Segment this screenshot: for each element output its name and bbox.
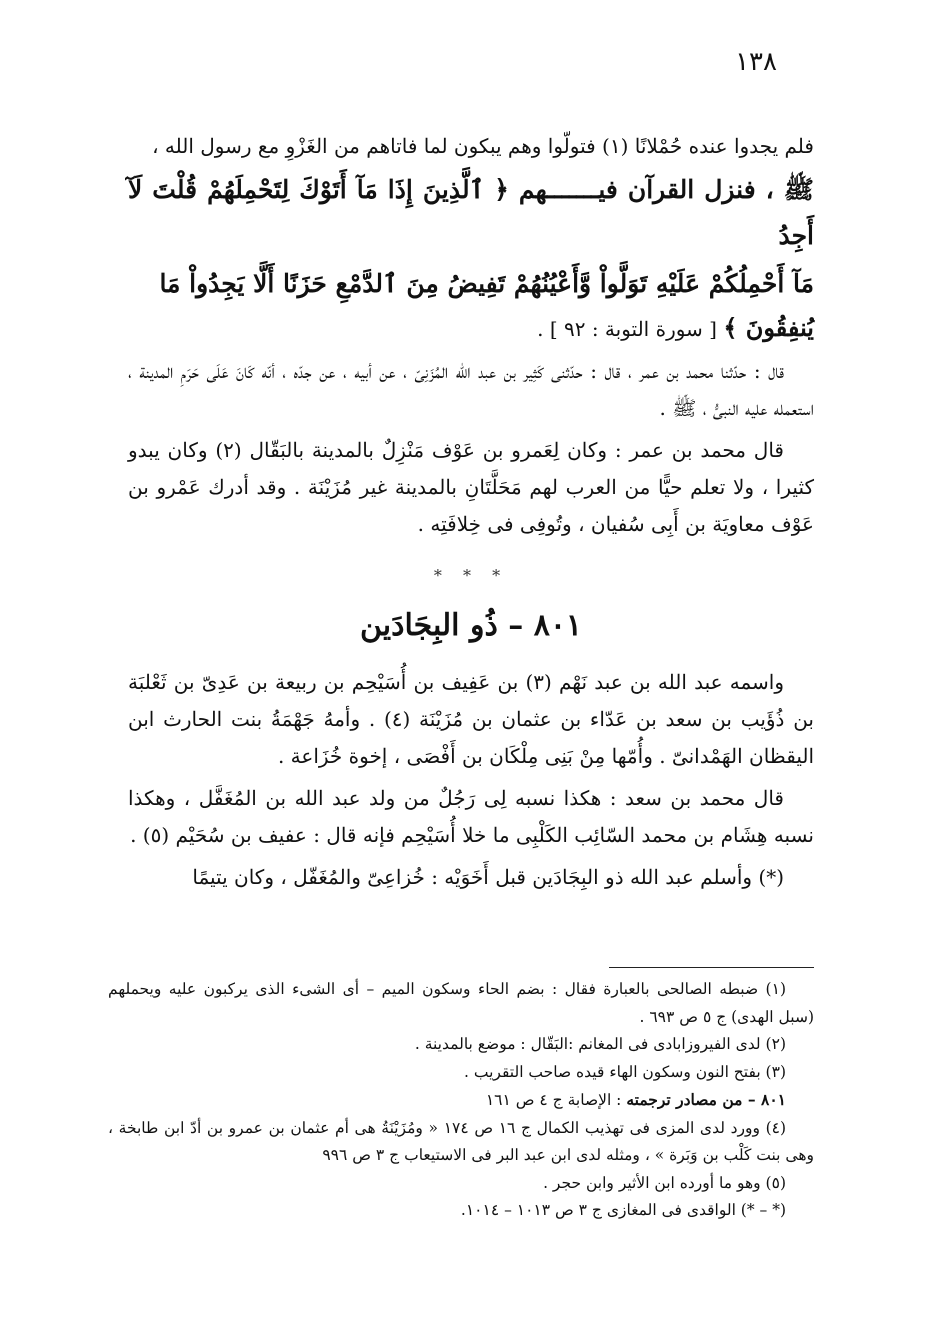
footnote-biography-sources [108, 1086, 814, 1115]
paragraph: قال محمد بن عمر : وكان لِعَمرو بن عَوْف مَنْزِلٌ بالمدينة بالبَقّال (٢) وكان يبدو كثيرا ، ولا تعلم حيًّا من العرب لهم مَحَلَّتَانِ بالمدينة غير مُزَيْنَة . وقد أدرك عَمْرو بن عَوْف معاويَة بن أَبِى سُفيان ، وتُوفِى فى خِلافَتِه . [128, 438, 814, 536]
footnotes [108, 976, 814, 1225]
paragraph-quran-context [128, 128, 814, 348]
section-separator: * * * [433, 566, 509, 585]
footnote: (* – *) الواقدى فى المغازى ج ٣ ص ١٠١٣ – ١٠١٤. [460, 1201, 786, 1219]
paragraph: (*) وأسلم عبد الله ذو البِجَادَين قبل أَخَوَيْه : خُزاعِىّ والمُغَفّل ، وكان يتيمًا [192, 865, 784, 889]
page-number: ١٣٨ [735, 47, 777, 77]
paragraph-line: فلم يجدوا عنده حُمْلانًا (١) فتولّوا وهم يبكون لما فاتاهم من الغَزْوِ مع رسول الله ، [152, 134, 814, 158]
quran-verse-end: يُنفِقُونَ ﴾ [723, 313, 814, 342]
paragraph: قال محمد بن سعد : هكذا نسبه لِى رَجُلٌ من ولد عبد الله بن المُغَفَّل ، وهكذا نسبه هِشَام بن محمد السّائِب الكَلْبِى ما خلا أُسَيْحِم فإنه قال : عفيف بن سُحَيْم (٥) . [128, 786, 814, 847]
paragraph: واسمه عبد الله بن عبد نَهْم (٣) بن عَفِيف بن أُسَيْحِم بن ربيعة بن عَدِىّ بن ثَعْلبَة بن ذُؤَيب بن سعد بن عَدّاء بن عثمان بن مُزَيْنَة (٤) . وأمهُ جَهْمَةُ بنت الحارث ابن اليقظان الهَمْدانىّ . وأُمّها مِنْ بَنِى مِلْكَان بن أَفْصَى ، إخوة خُزَاعة . [128, 670, 814, 768]
footnote: (٣) بفتح النون وسكون الهاء قيده صاحب التقريب . [464, 1062, 786, 1081]
footnote: (٢) لدى الفيروزابادى فى المغانم :البَقّال : موضع بالمدينة . [414, 1035, 786, 1053]
footnote-divider [609, 967, 814, 968]
quran-verse-line: مَآ أَحْمِلُكُمْ عَلَيْهِ تَوَلَّواْ وَّأَعْيُنُهُمْ تَفِيضُ مِنَ ٱلدَّمْعِ حَزَنًا أَلَّا يَجِدُواْ مَا [159, 269, 814, 298]
surah-citation: [ سورة التوبة : ٩٢ ] . [537, 317, 724, 341]
footnote: (١) ضبطه الصالحى بالعبارة فقال : بضم الحاء وسكون الميم – أى الشىء الذى يركبون عليه ويحملهم (سبل الهدى) ج ٥ ص ٦٩٣ . [108, 980, 814, 1026]
main-text [128, 128, 814, 901]
paragraph: قال : حدّثنا محمد بن عمر ، قال : حدّثنى كَثِير بن عبد الله المُزَنِىّ ، عن أبيه ، عن جدّه ، أنّه كَانَ عَلَى حَرَمِ المدينة ، استعمله عليه النبىُّ ، ﷺ . [128, 359, 814, 420]
footnote-text: : الإصابة ج ٤ ص ١٦١ [485, 1091, 627, 1109]
quran-verse-line: ﷺ ، فنزل القرآن فيـــــــهم ﴿ ٱلَّذِينَ إِذَا مَآ أَتَوْكَ لِتَحْمِلَهُمْ قُلْتَ لَآ أَجِدُ [128, 175, 814, 250]
section-heading: ٨٠١ – ذُو البِجَادَين [359, 608, 583, 643]
footnote: (٥) وهو ما أورده ابن الأثير وابن حجر . [543, 1173, 786, 1192]
footnote-bold-label: ٨٠١ – من مصادر ترجمته [626, 1090, 786, 1109]
footnote: (٤) وورد لدى المزى فى تهذيب الكمال ج ١٦ ص ١٧٤ « ومُزَيْنَةُ هى أم عثمان بن عمرو بن أدّ ابن طابخة ، وهى بنت كَلْب بن وَبَرة » ، ومثله لدى ابن عبد البر فى الاستيعاب ج ٣ ص ٩٩٦ [108, 1118, 814, 1164]
